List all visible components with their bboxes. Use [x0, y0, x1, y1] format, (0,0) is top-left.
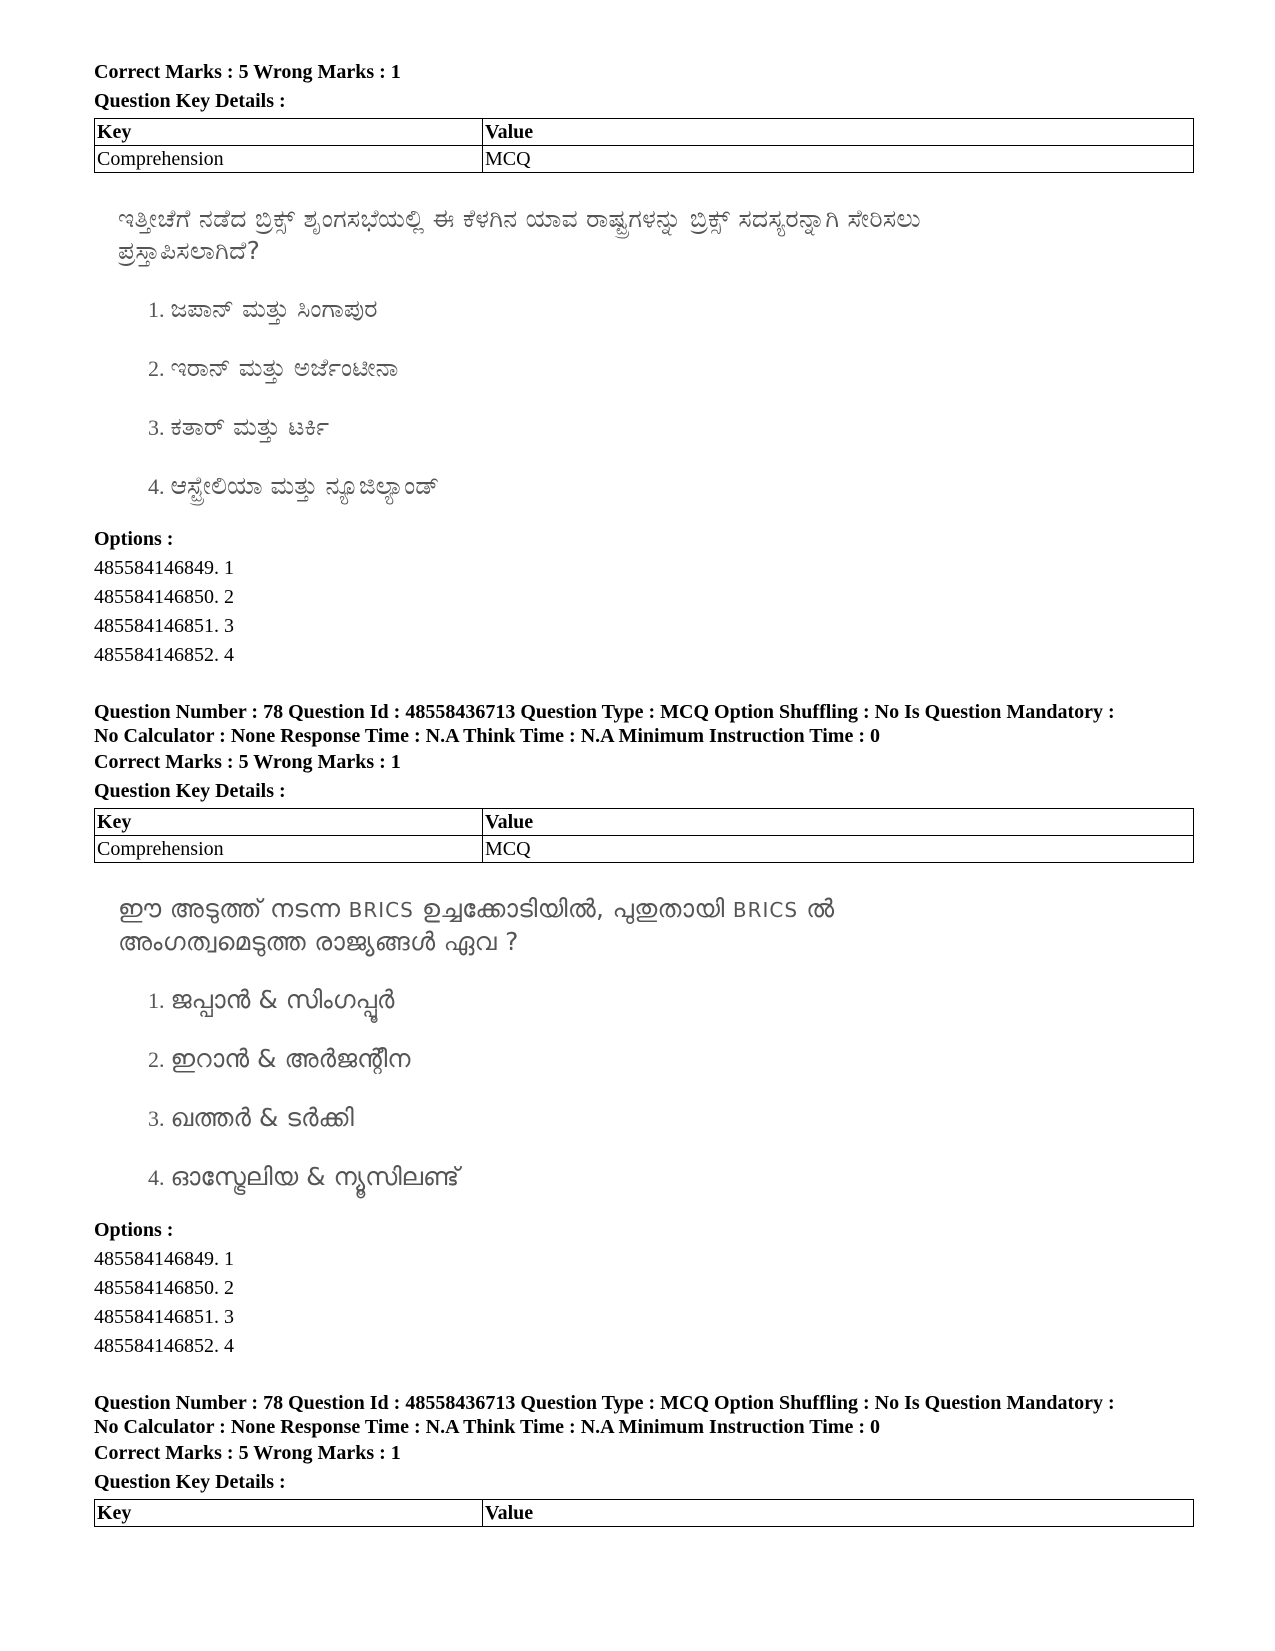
table-header-value: Value — [483, 1500, 1194, 1527]
choice-text: ഓസ്ട്രേലിയ & ന്യൂസിലണ്ട് — [170, 1162, 460, 1191]
key-details-label: Question Key Details : — [94, 90, 286, 112]
question-block-malayalam — [94, 700, 1194, 1361]
table-cell-key: Comprehension — [95, 146, 483, 173]
choice-text: ಇರಾನ್ ಮತ್ತು ಅರ್ಜೆಂಟೀನಾ — [170, 353, 399, 382]
table-header-key: Key — [95, 809, 483, 836]
options-section — [94, 525, 1194, 670]
key-details-table — [94, 808, 1194, 863]
question-image-kannada — [94, 203, 1194, 503]
choice-item — [148, 1102, 1194, 1135]
option-item: 485584146850. 2 — [94, 1277, 234, 1299]
marks-line: Correct Marks : 5 Wrong Marks : 1 — [94, 1442, 401, 1464]
question-text-line1 — [118, 893, 1194, 926]
choice-item — [148, 1161, 1194, 1194]
choice-text: ഇറാൻ & അർജന്റീന — [170, 1044, 411, 1073]
question-text-line2: അംഗത്വമെടുത്ത രാജ്യങ്ങൾ ഏവ ? — [118, 927, 519, 956]
key-details-table — [94, 118, 1194, 173]
choice-item — [148, 1043, 1194, 1076]
table-header-row — [95, 1500, 1194, 1527]
choice-text: ಆಸ್ಟ್ರೇಲಿಯಾ ಮತ್ತು ನ್ಯೂಜಿಲ್ಯಾಂಡ್ — [170, 471, 440, 500]
brics-text: BRICS — [348, 898, 414, 922]
question-header-line1: Question Number : 78 Question Id : 48558436713 Question Type : MCQ Option Shuffling : No Is Question Mandatory : — [94, 701, 1115, 723]
table-header-row — [95, 809, 1194, 836]
choice-number: 2. — [148, 1047, 165, 1072]
table-cell-value: MCQ — [483, 836, 1194, 863]
table-header-value: Value — [483, 119, 1194, 146]
question-text-part: ഈ അടുത്ത് നടന്ന — [118, 894, 349, 923]
choice-text: ഖത്തർ & ടർക്കി — [170, 1103, 354, 1132]
table-row — [95, 146, 1194, 173]
table-header-key: Key — [95, 119, 483, 146]
choice-item — [148, 984, 1194, 1017]
choice-item — [148, 411, 1194, 444]
options-section — [94, 1216, 1194, 1361]
option-item: 485584146849. 1 — [94, 1248, 234, 1270]
choice-list — [148, 293, 1194, 503]
question-text-line1: ಇತ್ತೀಚೆಗೆ ನಡೆದ ಬ್ರಿಕ್ಸ್ ಶೃಂಗಸಭೆಯಲ್ಲಿ ಈ ಕೆಳಗಿನ ಯಾವ ರಾಷ್ಟ್ರಗಳನ್ನು ಬ್ರಿಕ್ಸ್ ಸದಸ್ಯರನ್ನಾಗಿ ಸೇರಿಸಲು — [118, 204, 921, 233]
question-header-line2: No Calculator : None Response Time : N.A Think Time : N.A Minimum Instruction Time : 0 — [94, 1416, 880, 1438]
choice-number: 2. — [148, 356, 165, 381]
table-header-value: Value — [483, 809, 1194, 836]
option-item: 485584146849. 1 — [94, 557, 234, 579]
key-details-label: Question Key Details : — [94, 1471, 286, 1493]
question-text-line2: ಪ್ರಸ್ತಾಪಿಸಲಾಗಿದೆ? — [118, 236, 261, 265]
option-item: 485584146851. 3 — [94, 615, 234, 637]
choice-item — [148, 352, 1194, 385]
brics-text: BRICS — [732, 898, 799, 922]
table-header-row — [95, 119, 1194, 146]
choice-text: ജപ്പാൻ & സിംഗപ്പൂർ — [170, 985, 395, 1014]
exam-document — [94, 58, 1194, 1527]
choice-number: 1. — [148, 297, 165, 322]
question-text-part: ഉച്ചക്കോടിയിൽ, പുതുതായി — [413, 894, 733, 923]
option-item: 485584146850. 2 — [94, 586, 234, 608]
option-item: 485584146852. 4 — [94, 1335, 234, 1357]
choice-number: 1. — [148, 988, 165, 1013]
choice-text: ಜಪಾನ್ ಮತ್ತು ಸಿಂಗಾಪುರ — [170, 294, 378, 323]
table-header-key: Key — [95, 1500, 483, 1527]
question-image-malayalam — [94, 893, 1194, 1194]
key-details-label: Question Key Details : — [94, 780, 286, 802]
choice-item — [148, 293, 1194, 326]
choice-number: 3. — [148, 415, 165, 440]
choice-text: ಕತಾರ್ ಮತ್ತು ಟರ್ಕಿ — [170, 412, 330, 441]
option-item: 485584146851. 3 — [94, 1306, 234, 1328]
table-cell-key: Comprehension — [95, 836, 483, 863]
table-cell-value: MCQ — [483, 146, 1194, 173]
marks-line: Correct Marks : 5 Wrong Marks : 1 — [94, 61, 401, 83]
question-header-line1: Question Number : 78 Question Id : 48558436713 Question Type : MCQ Option Shuffling : No Is Question Mandatory : — [94, 1392, 1115, 1414]
options-label: Options : — [94, 528, 174, 550]
key-details-table — [94, 1499, 1194, 1527]
choice-number: 3. — [148, 1106, 165, 1131]
choice-number: 4. — [148, 474, 165, 499]
question-text-part: ൽ — [798, 894, 835, 923]
marks-line: Correct Marks : 5 Wrong Marks : 1 — [94, 751, 401, 773]
question-header-line2: No Calculator : None Response Time : N.A Think Time : N.A Minimum Instruction Time : 0 — [94, 725, 880, 747]
choice-number: 4. — [148, 1165, 165, 1190]
option-item: 485584146852. 4 — [94, 644, 234, 666]
question-block-kannada — [94, 58, 1194, 670]
question-block-next — [94, 1391, 1194, 1527]
options-label: Options : — [94, 1219, 174, 1241]
table-row — [95, 836, 1194, 863]
choice-item — [148, 470, 1194, 503]
choice-list — [148, 984, 1194, 1194]
